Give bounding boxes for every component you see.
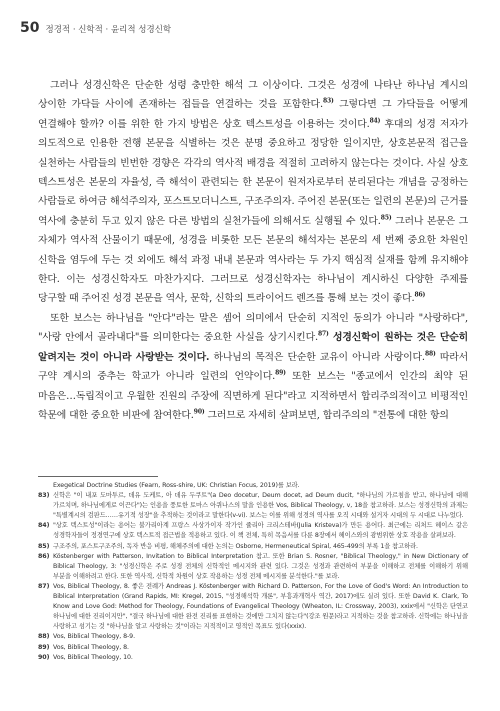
paragraph-2-part-c: 따라서 구약 계시의 중추는 학교가 아니라 일련의 언약이다. xyxy=(38,351,468,383)
footnote-ref-86: 86) xyxy=(414,292,426,300)
footnote-text: 신학은 "이 내포 도마투르, 데유 도케트, 아 데유 두쿠트"(a Deo docetur, Deum docet, ad Deum ducit, "하나님의 가르침을 받고, 하나님에 대해 가르치며, 하나님에게로 이끈다")는 인용을 풍토한 토마스 아퀴나스의 말을 인용한 Vos, Biblical Theology, v, 18을 참고하라. 보스는 성경신학의 과제는 "특별계시의 검판드……유기적 성장"을 추적하는 것이라고 말한다(v-vi). 보스는 이를 위해 성경의 역사를 오직 시대와 설거자 시대의 두 시대로 나누었다. xyxy=(53,492,468,520)
footnote-continuation: Exegetical Doctrine Studies (Fearn, Ross-shire, UK: Christian Focus, 2019)를 보라. xyxy=(53,482,300,489)
footnote-86 xyxy=(38,552,468,582)
footnote-89 xyxy=(38,643,468,653)
footnote-text: 구조주의, 포스트구조주의, 독자 반응 비평, 해체주의에 대한 논의는 Osborne, Hermeneutical Spiral, 465-499의 부록 1을 참고하라. xyxy=(53,542,418,550)
footnote-text: Vos, Biblical Theology, 8. 좋은 전례가 Andreas J. Köstenberger with Richard D. Patterson, For the Love of God's Word: An Introduction to Biblical Interpretation (Grand Rapids, MI: Kregel, 2015, "성경해석학 개론", 부흥과개혁사 역간, 2017)에도 실려 있다. 또한 David K. Clark, To Know and Love God: Method for Theology, Foundations of Evangelical Theology (Wheaton, IL: Crossway, 2003), xxix에서 "신학은 단연코 하나님에 대한 진리이지만", "결국 하나님에 대한 완전 진리를 표현하는 것에만 그치지 않는다"(강조 원문)라고 지적하는 것을 참고하라. 신학에는 하나님을 사랑하고 섬기는 것 "하나님을 알고 사랑하는 것"이라는 지적적이고 영적인 목표도 있다(xxix). xyxy=(53,582,468,631)
footnote-number: 89) xyxy=(38,643,50,651)
paragraph-2 xyxy=(38,309,468,425)
running-title: 정경적 · 신학적 · 윤리적 성경신학 xyxy=(45,25,172,35)
main-text xyxy=(38,76,468,425)
footnote-87 xyxy=(38,582,468,632)
footnote-83 xyxy=(38,491,468,521)
paragraph-1-part-a: 그러나 성경신학은 단순한 성령 충만한 해석 그 이상이다. 그것은 성경에 나타난 하나님 계시의 상이한 가닥들 사이에 존재하는 접들을 연결하는 것을 포함한다. xyxy=(38,80,468,111)
paragraph-2-part-b: 하나님의 목적은 단순한 교유이 아니라 사랑이다. xyxy=(209,351,425,363)
footnote-divider xyxy=(38,476,158,477)
page-number: 50 xyxy=(20,20,40,36)
footnote-text: Köstenberger with Patterson, Invitation to Biblical Interpretation 참고. 또한 Brian S. Rosner, "Biblical Theology," in New Dictionary of Biblical Theology, 3: "성경신학은 주로 성경 전체의 신학적인 메시지와 관련 있다. 그것은 성경과 관련하여 부분을 이해하고 전체를 이해하기 위해 부분을 이해하려고 한다. 또한 역사적, 신학적 차원이 상호 작용하는 성경 전체 메시지를 분석한다."를 보라. xyxy=(53,552,468,580)
footnote-ref-87: 87) xyxy=(317,330,329,338)
footnote-number: 85) xyxy=(38,542,50,550)
page-header xyxy=(20,20,171,40)
footnote-85 xyxy=(38,542,468,552)
paragraph-1-part-b: 그렇다면 그 가닥들을 어떻게 연결해야 할까? 이를 위한 한 가지 방법은 상호 텍스트성을 이용하는 것이다. xyxy=(38,99,468,130)
paragraph-2-part-a: 또한 보스는 하나님을 "안다"라는 말은 셈어 의미에서 단순히 지적인 동의가 아니라 "사랑하다", "사랑 안에서 골라내다"를 의미한다는 중요한 사실을 상기시킨다. xyxy=(38,312,468,344)
paragraph-1-part-d: 그러나 본문은 그 자체가 역사적 산물이기 때문에, 성경을 비롯한 모든 본문의 해석자는 본문의 세 번째 중요한 차원인 신학을 염두에 두는 것 외에도 해석 과정 내내 본문과 역사라는 두 가지 핵심적 실재를 함께 유지해야 한다. 이는 성경신학자도 마찬가지다. 그러므로 성경신학자는 하나님이 계시하신 다양한 주제를 당구할 때 주어진 성경 본문을 역사, 문학, 신학의 트라이어드 렌즈를 통해 보는 것이 좋다. xyxy=(38,215,469,305)
footnote-ref-88: 88) xyxy=(424,350,436,358)
paragraph-1 xyxy=(38,76,468,309)
footnote-text: Vos, Biblical Theology, 10. xyxy=(53,653,133,661)
footnote-number: 90) xyxy=(38,653,50,661)
footnote-84 xyxy=(38,521,468,541)
paragraph-2-emphasis: 성경신학이 원하는 것은 단순히 알려지는 것이 아니라 사랑받는 것이다. xyxy=(38,332,468,363)
footnotes xyxy=(38,481,468,663)
footnote-number: 88) xyxy=(38,633,50,641)
footnote-ref-84: 84) xyxy=(369,117,381,125)
footnote-number: 84) xyxy=(38,522,50,530)
footnote-number: 83) xyxy=(38,492,50,500)
footnote-number: 87) xyxy=(38,582,50,590)
footnote-ref-85: 85) xyxy=(380,214,392,222)
footnote-ref-83: 83) xyxy=(322,98,334,106)
footnote-88 xyxy=(38,632,468,642)
footnote-90 xyxy=(38,653,468,663)
footnote-number: 86) xyxy=(38,552,50,560)
footnote-text: Vos, Biblical Theology, 8-9. xyxy=(53,633,135,641)
paragraph-2-part-d: 또한 보스는 "종교에서 인간의 최약 된 마음은…독립적이고 우월한 진원의 주장에 직면하게 된다"라고 지적하면서 합리주의적이고 비평적인 학문에 대한 중요한 비판에 참여한다. xyxy=(38,371,468,421)
paragraph-1-part-c: 후대의 성경 저자가 의도적으로 인용한 전행 본문을 식별하는 것은 분명 중요하고 정당한 일이지만, 상호본문적 접근을 실천하는 사람들의 빈번한 경향은 각각의 역사적 배경을 적절히 고려하지 않는다는 것이다. 사실 상호 텍스트성은 본문의 자율성, 즉 해석이 관련되는 한 본문이 원저자로부터 분리된다는 개념을 긍정하는 사람들로 하여금 해석주의자, 포스트모더니스트, 구조주의자. 주어진 본문(또는 일련의 본문)의 근거를 역사에 충분히 두고 있지 않은 다른 방법의 실천가들에 의해서도 실행될 수 있다. xyxy=(38,118,468,227)
footnote-text: Vos, Biblical Theology, 8. xyxy=(53,643,129,651)
footnote-ref-90: 90) xyxy=(193,408,205,416)
footnote-ref-89: 89) xyxy=(275,369,286,377)
footnote-text: "상호 텍스트성"이라는 용어는 불가리아계 프랑스 사상가이자 작가인 쥴리아 크리스테바(Julia Kristeva)가 만든 용어다. 최근에는 리처드 헤이스 같은 성경학자들이 정경연구에 상호 텍스트적 접근법을 적용하고 있다. 이 책 전체, 특히 목음서를 다룬 8장에서 헤이스와의 광범위한 상호 작용을 살펴보라. xyxy=(53,522,468,540)
paragraph-2-part-e: 그러므로 자세히 살펴보면, 합리주의의 "전통에 대한 항의 xyxy=(204,409,449,421)
